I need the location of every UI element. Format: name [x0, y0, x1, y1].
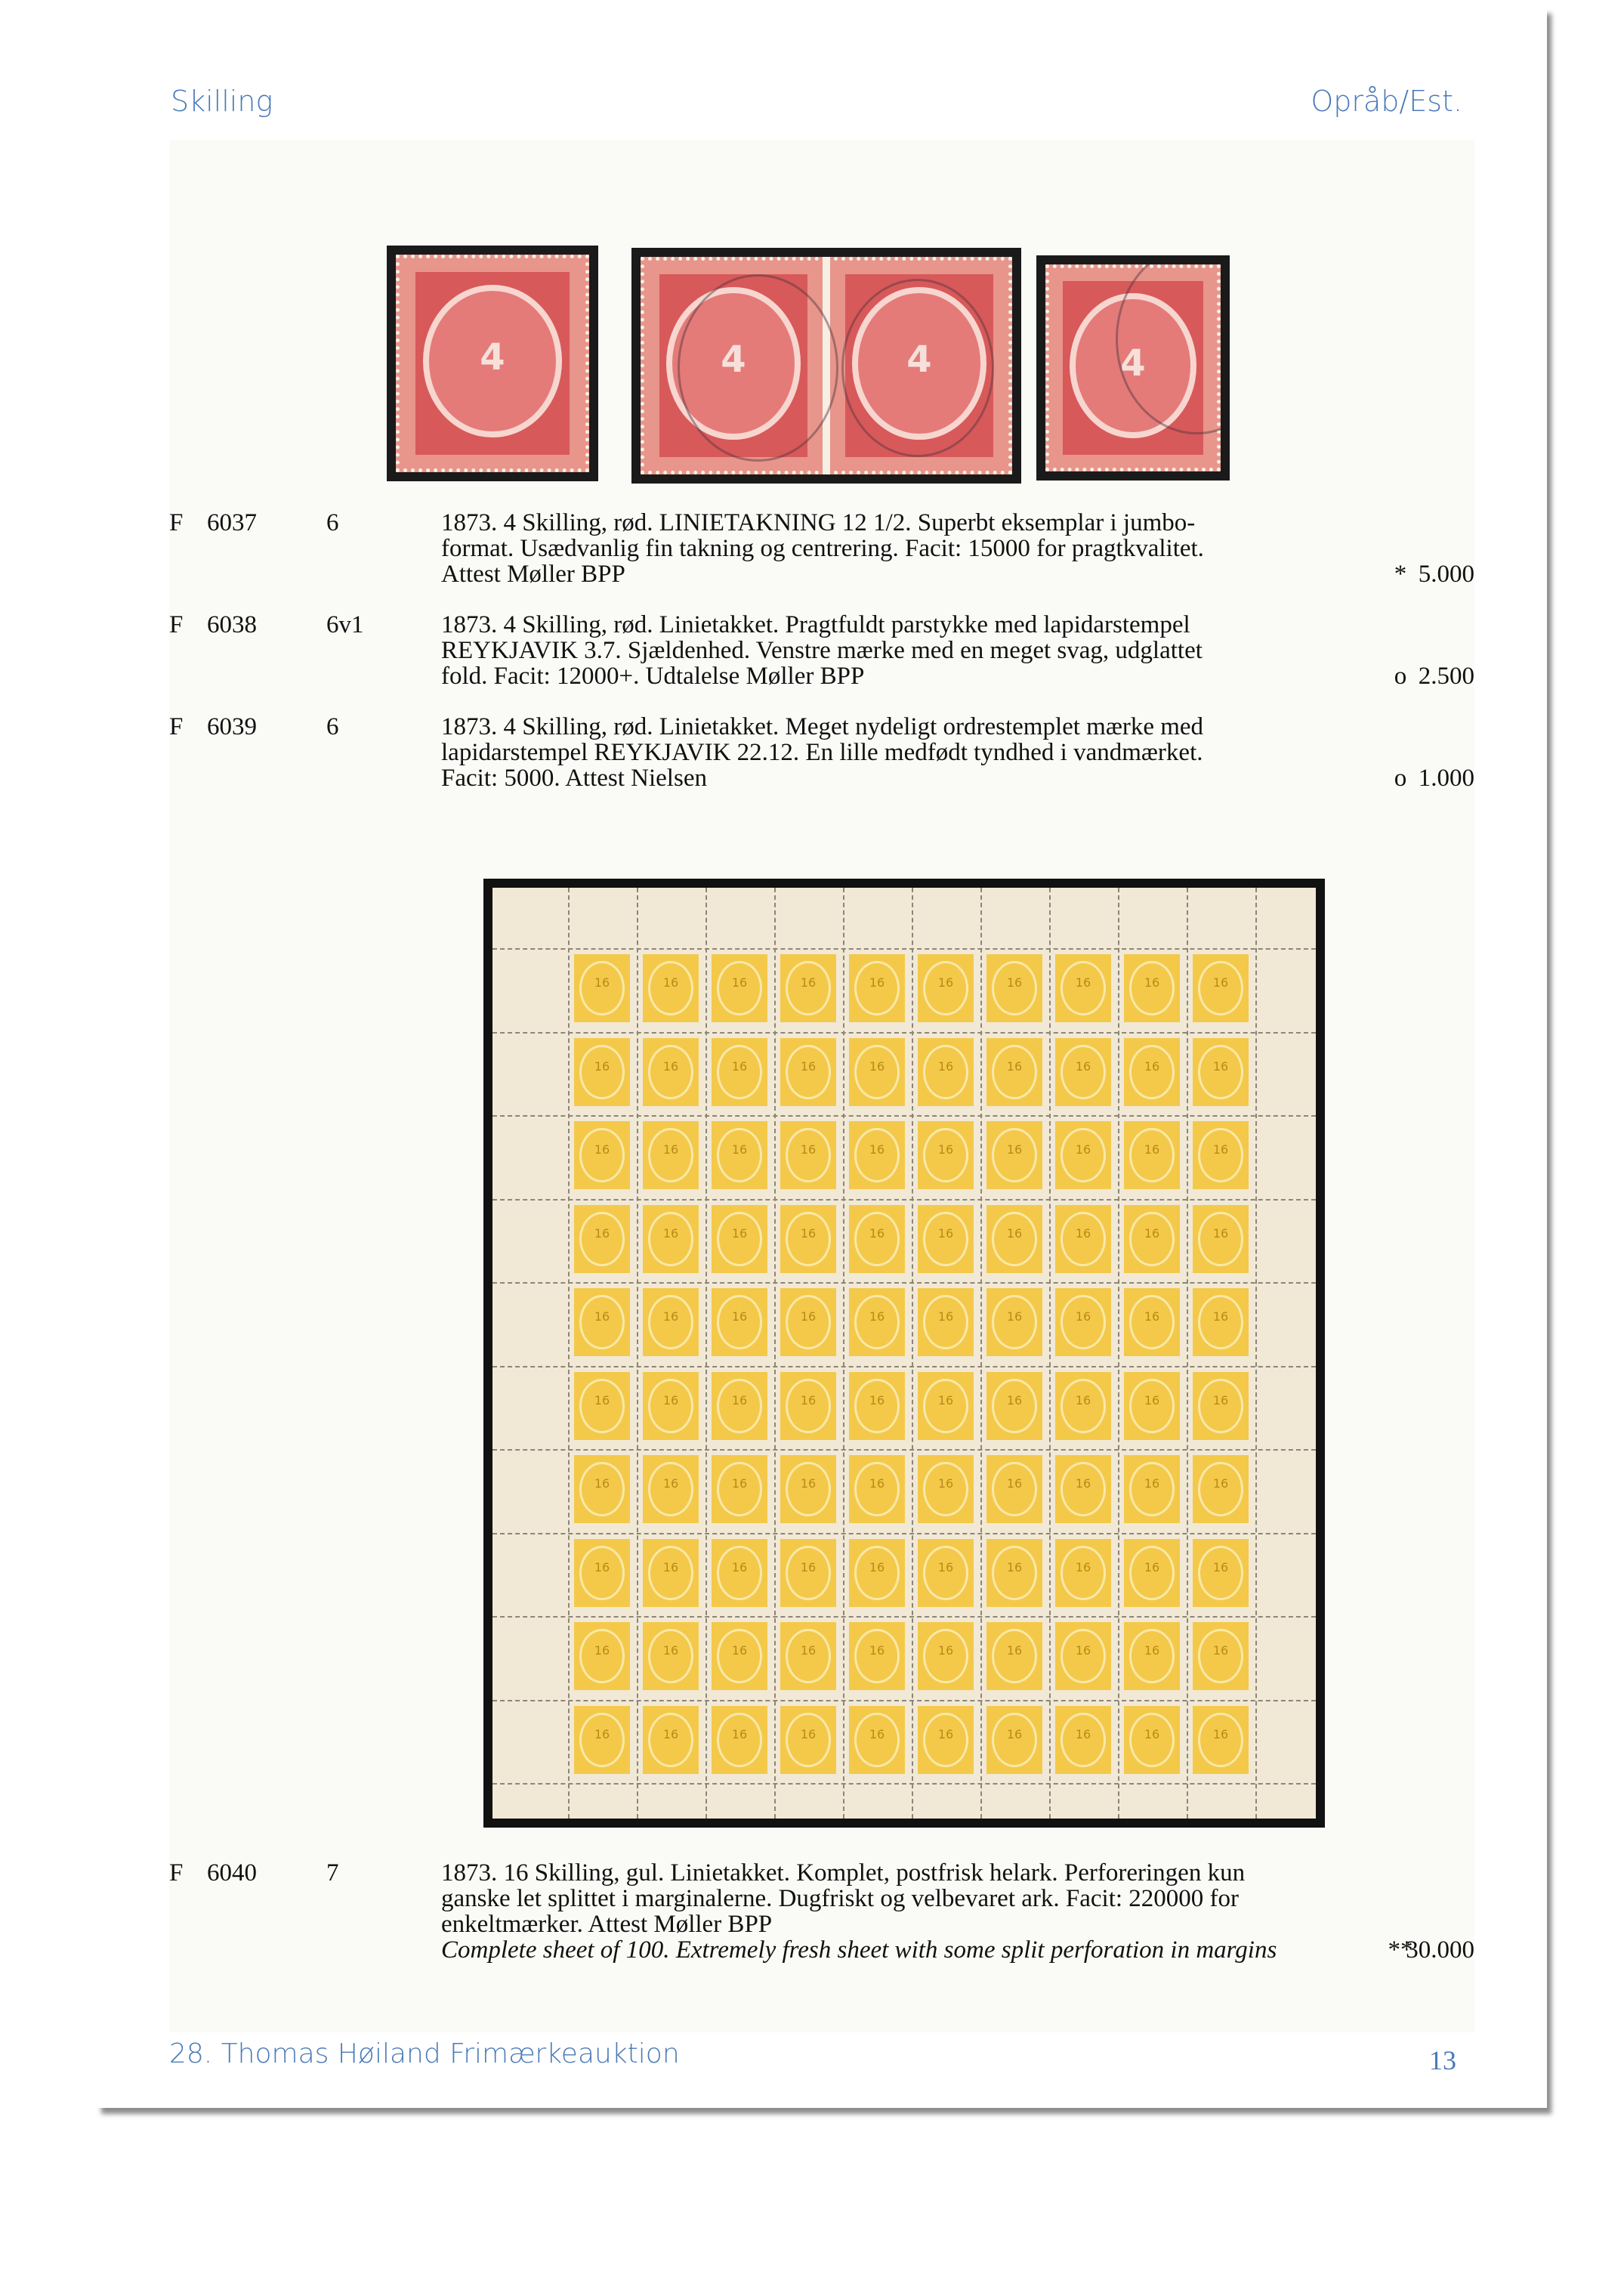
yellow-stamp: 16 [986, 1622, 1042, 1690]
perforation-line [492, 1700, 1316, 1701]
postmark-cancel [841, 279, 995, 457]
lot-6039 [169, 714, 1474, 797]
yellow-stamp: 16 [574, 1205, 630, 1273]
lot-description: 1873. 4 Skilling, rød. LINIETAKNING 12 1/2. Superbt eksemplar i jumbo- format. Usædvanlig fin takning og centrering. Facit: 15000 for pragtkvalitet. Attest Møller BPP [441, 509, 1204, 588]
yellow-stamp: 16 [712, 1288, 767, 1356]
yellow-stamp: 16 [712, 1706, 767, 1774]
yellow-stamp: 16 [1193, 1288, 1249, 1356]
yellow-stamp: 16 [1055, 1622, 1111, 1690]
yellow-stamp: 16 [780, 1288, 836, 1356]
yellow-stamp: 16 [780, 954, 836, 1022]
estimate-price: 5.000 [1418, 561, 1474, 588]
perforation-line [492, 1783, 1316, 1785]
yellow-stamp: 16 [643, 1372, 699, 1440]
catalogue-number: 6v1 [326, 611, 364, 638]
yellow-stamp: 16 [643, 1622, 699, 1690]
perforation-line [1187, 888, 1188, 1819]
yellow-stamp: 16 [712, 1038, 767, 1106]
perforation-line [912, 888, 913, 1819]
yellow-stamp: 16 [1055, 1205, 1111, 1273]
catalogue-number: 6 [326, 509, 339, 536]
yellow-stamp: 16 [643, 1038, 699, 1106]
lot-number: 6039 [207, 713, 257, 740]
price-column-label: Opråb/Est. [1311, 85, 1462, 118]
yellow-stamp: 16 [918, 1288, 974, 1356]
yellow-stamp: 16 [918, 1038, 974, 1106]
yellow-stamp: 16 [1055, 1706, 1111, 1774]
yellow-stamp: 16 [574, 1038, 630, 1106]
yellow-stamp: 16 [574, 1372, 630, 1440]
yellow-stamp: 16 [918, 1121, 974, 1189]
perforation-line [843, 888, 844, 1819]
condition-symbol: * [1394, 561, 1407, 588]
yellow-stamp: 16 [1055, 954, 1111, 1022]
yellow-stamp: 16 [780, 1539, 836, 1607]
yellow-stamp: 16 [1124, 954, 1180, 1022]
page-number: 13 [1429, 2045, 1456, 2075]
perforation-line [1255, 888, 1257, 1819]
yellow-stamp: 16 [1193, 954, 1249, 1022]
yellow-stamp: 16 [643, 1539, 699, 1607]
perforation-line [705, 888, 707, 1819]
lot-description: 1873. 4 Skilling, rød. Linietakket. Meget nydeligt ordrestemplet mærke med lapidarstempel REYKJAVIK 22.12. En lille medfødt tyndhed i vandmærket. Facit: 5000. Attest Nielsen [441, 713, 1204, 792]
stamp-value: 4 [480, 335, 505, 379]
yellow-stamp: 16 [574, 1706, 630, 1774]
yellow-stamp: 16 [780, 1622, 836, 1690]
yellow-stamp: 16 [1124, 1706, 1180, 1774]
perforation-line [1049, 888, 1051, 1819]
lot-code: F [169, 509, 184, 536]
perforation-line [1118, 888, 1119, 1819]
perforation-line [568, 888, 570, 1819]
perforation-line [492, 1282, 1316, 1284]
yellow-stamp: 16 [1055, 1121, 1111, 1189]
estimate-price: 1.000 [1418, 765, 1474, 792]
yellow-stamp: 16 [1124, 1622, 1180, 1690]
yellow-stamp: 16 [780, 1038, 836, 1106]
yellow-stamp: 16 [849, 1706, 905, 1774]
yellow-stamp: 16 [1055, 1455, 1111, 1523]
perforation-line [492, 1199, 1316, 1201]
yellow-stamp: 16 [1193, 1372, 1249, 1440]
lot-number: 6040 [207, 1859, 257, 1887]
stamp-image-6039 [1036, 255, 1230, 481]
perforation-line [492, 1616, 1316, 1618]
yellow-stamp: 16 [712, 1539, 767, 1607]
yellow-stamp: 16 [986, 1288, 1042, 1356]
yellow-stamp: 16 [643, 1205, 699, 1273]
lot-code: F [169, 611, 184, 638]
stamp-image-6037 [387, 246, 598, 481]
yellow-stamp: 16 [986, 1205, 1042, 1273]
condition-symbol: ** [1388, 1936, 1413, 1964]
perforation-line [980, 888, 982, 1819]
yellow-stamp: 16 [849, 1372, 905, 1440]
perforation-line [492, 948, 1316, 950]
yellow-stamp: 16 [780, 1121, 836, 1189]
yellow-stamp: 16 [643, 1455, 699, 1523]
yellow-stamp: 16 [712, 1372, 767, 1440]
perforation-line [492, 1115, 1316, 1117]
yellow-stamp: 16 [849, 954, 905, 1022]
postmark-cancel [678, 274, 838, 462]
yellow-stamp: 16 [780, 1205, 836, 1273]
yellow-stamp: 16 [986, 954, 1042, 1022]
lot-6038 [169, 612, 1474, 695]
perforation-line [492, 1533, 1316, 1534]
yellow-stamp: 16 [643, 1288, 699, 1356]
yellow-stamp: 16 [1124, 1121, 1180, 1189]
lot-description: 1873. 4 Skilling, rød. Linietakket. Pragtfuldt parstykke med lapidarstempel REYKJAVIK 3.7. Sjældenhed. Venstre mærke med en meget svag, udglattet fold. Facit: 12000+. Udtalelse Møller BPP [441, 611, 1203, 690]
yellow-stamp: 16 [1124, 1372, 1180, 1440]
yellow-stamp: 16 [574, 1288, 630, 1356]
yellow-stamp: 16 [1193, 1455, 1249, 1523]
yellow-stamp: 16 [712, 1455, 767, 1523]
catalogue-page [97, 8, 1547, 2108]
yellow-stamp: 16 [712, 1205, 767, 1273]
yellow-stamp: 16 [849, 1288, 905, 1356]
yellow-stamp: 16 [712, 954, 767, 1022]
lot-code: F [169, 713, 184, 740]
yellow-stamp: 16 [986, 1706, 1042, 1774]
yellow-stamp: 16 [643, 1706, 699, 1774]
yellow-stamp: 16 [918, 1622, 974, 1690]
lot-6040 [169, 1860, 1474, 1973]
yellow-stamp: 16 [849, 1038, 905, 1106]
yellow-stamp: 16 [780, 1455, 836, 1523]
stamp-value: 4 [1120, 341, 1146, 385]
yellow-stamp: 16 [986, 1455, 1042, 1523]
yellow-stamp: 16 [643, 954, 699, 1022]
condition-symbol: o [1394, 663, 1407, 690]
lot-code: F [169, 1859, 184, 1887]
yellow-stamp: 16 [986, 1539, 1042, 1607]
estimate-price: 2.500 [1418, 663, 1474, 690]
yellow-stamp: 16 [1055, 1539, 1111, 1607]
catalogue-number: 6 [326, 713, 339, 740]
perforation-line [774, 888, 776, 1819]
yellow-stamp: 16 [574, 1622, 630, 1690]
perforation-line [492, 1449, 1316, 1451]
yellow-stamp: 16 [1124, 1038, 1180, 1106]
yellow-stamp: 16 [918, 1706, 974, 1774]
yellow-stamp: 16 [1193, 1205, 1249, 1273]
yellow-stamp: 16 [712, 1121, 767, 1189]
yellow-stamp: 16 [986, 1372, 1042, 1440]
yellow-stamp: 16 [574, 1121, 630, 1189]
footer-auction-title: 28. Thomas Høiland Frimærkeauktion [169, 2038, 680, 2069]
yellow-stamp: 16 [643, 1121, 699, 1189]
section-title: Skilling [171, 85, 273, 118]
yellow-stamp: 16 [918, 954, 974, 1022]
yellow-stamp: 16 [918, 1539, 974, 1607]
yellow-stamp: 16 [986, 1121, 1042, 1189]
yellow-stamp: 16 [1124, 1288, 1180, 1356]
yellow-stamp: 16 [780, 1372, 836, 1440]
perforation-line [637, 888, 638, 1819]
stamp-value: 4 [906, 338, 932, 381]
perforation-line [492, 1366, 1316, 1367]
yellow-stamp: 16 [1055, 1372, 1111, 1440]
yellow-stamp: 16 [574, 1455, 630, 1523]
yellow-stamp: 16 [918, 1455, 974, 1523]
yellow-stamp: 16 [849, 1539, 905, 1607]
yellow-stamp: 16 [849, 1622, 905, 1690]
yellow-stamp: 16 [1193, 1539, 1249, 1607]
lot-description: 1873. 16 Skilling, gul. Linietakket. Komplet, postfrisk helark. Perforeringen kun ganske let splittet i marginalerne. Dugfriskt og velbevaret ark. Facit: 220000 for enkeltmærker. Attest Møller BPP Complete sheet of 100. Extremely fresh sheet with some split perforation in margins [441, 1860, 1363, 1963]
yellow-stamp: 16 [849, 1455, 905, 1523]
yellow-stamp: 16 [849, 1121, 905, 1189]
yellow-stamp: 16 [1055, 1038, 1111, 1106]
condition-symbol: o [1394, 765, 1407, 792]
lot-number: 6038 [207, 611, 257, 638]
catalogue-number: 7 [326, 1859, 339, 1887]
yellow-stamp: 16 [918, 1372, 974, 1440]
yellow-stamp: 16 [1124, 1205, 1180, 1273]
yellow-stamp: 16 [574, 1539, 630, 1607]
yellow-stamp: 16 [712, 1622, 767, 1690]
yellow-stamp: 16 [1193, 1121, 1249, 1189]
estimate-price: 30.000 [1406, 1936, 1474, 1964]
yellow-stamp: 16 [1193, 1038, 1249, 1106]
perforation-line [492, 1032, 1316, 1034]
stamp-value: 4 [721, 338, 746, 381]
stamp-sheet-image-6040 [483, 879, 1325, 1828]
english-description: Complete sheet of 100. Extremely fresh sheet with some split perforation in margins [441, 1936, 1277, 1964]
yellow-stamp: 16 [1193, 1706, 1249, 1774]
yellow-stamp: 16 [1124, 1539, 1180, 1607]
sheet-paper [492, 888, 1316, 1819]
yellow-stamp: 16 [780, 1706, 836, 1774]
yellow-stamp: 16 [1055, 1288, 1111, 1356]
yellow-stamp: 16 [1193, 1622, 1249, 1690]
yellow-stamp: 16 [1124, 1455, 1180, 1523]
lot-number: 6037 [207, 509, 257, 536]
yellow-stamp: 16 [918, 1205, 974, 1273]
yellow-stamp: 16 [986, 1038, 1042, 1106]
stamp-image-6038-pair [631, 248, 1021, 484]
yellow-stamp: 16 [849, 1205, 905, 1273]
lot-6037 [169, 510, 1474, 593]
yellow-stamp: 16 [574, 954, 630, 1022]
